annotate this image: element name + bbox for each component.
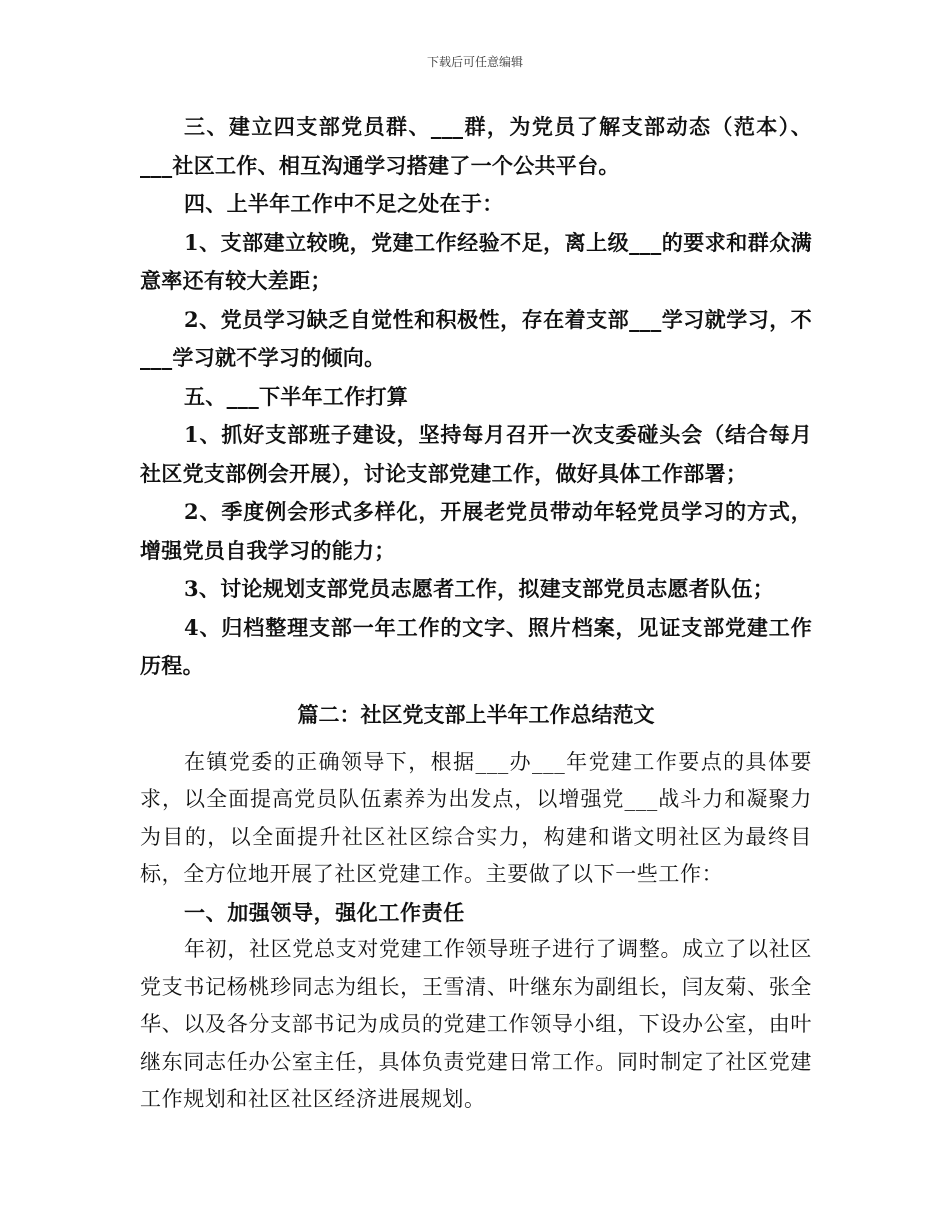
paragraph: 三、建立四支部党员群、___群，为党员了解支部动态（范本）、___社区工作、相互沟通学习搭建了一个公共平台。 (140, 114, 812, 178)
section-title: 篇二：社区党支部上半年工作总结范文 (297, 701, 655, 727)
section-two (140, 744, 812, 1119)
paragraph: 五、___下半年工作打算 (184, 383, 409, 409)
intro-paragraph: 在镇党委的正确领导下，根据___办___年党建工作要点的具体要求，以全面提高党员队伍素养为出发点，以增强党___战斗力和凝聚力为目的，以全面提升社区社区综合实力，构建和谐文明社区为最终目标，全方位地开展了社区党建工作。主要做了以下一些工作： (140, 749, 812, 886)
paragraph: 1、支部建立较晚，党建工作经验不足，离上级___的要求和群众满意率还有较大差距； (140, 229, 812, 293)
document-body (140, 108, 812, 1119)
paragraph: 年初，社区党总支对党建工作领导班子进行了调整。成立了以社区党支书记杨桃珍同志为组长，王雪清、叶继东为副组长，闫友菊、张全华、以及各分支部书记为成员的党建工作领导小组，下设办公室，由叶继东同志任办公室主任，具体负责党建日常工作。同时制定了社区党建工作规划和社区社区经济进展规划。 (140, 937, 812, 1111)
paragraph: 1、抓好支部班子建设，坚持每月召开一次支委碰头会（结合每月社区党支部例会开展），讨论支部党建工作，做好具体工作部署； (140, 422, 812, 486)
subheading: 一、加强领导，强化工作责任 (184, 899, 465, 925)
paragraph: 四、上半年工作中不足之处在于： (184, 191, 504, 216)
paragraph: 3、讨论规划支部党员志愿者工作，拟建支部党员志愿者队伍； (184, 576, 775, 601)
paragraph: 2、季度例会形式多样化，开展老党员带动年轻党员学习的方式，增强党员自我学习的能力； (140, 499, 812, 563)
paragraph: 4、归档整理支部一年工作的文字、照片档案，见证支部党建工作历程。 (140, 614, 812, 678)
paragraph: 2、党员学习缺乏自觉性和积极性，存在着支部___学习就学习，不___学习就不学习的倾向。 (140, 306, 812, 370)
header-note: 下载后可任意编辑 (426, 55, 523, 69)
section-one (140, 108, 812, 686)
